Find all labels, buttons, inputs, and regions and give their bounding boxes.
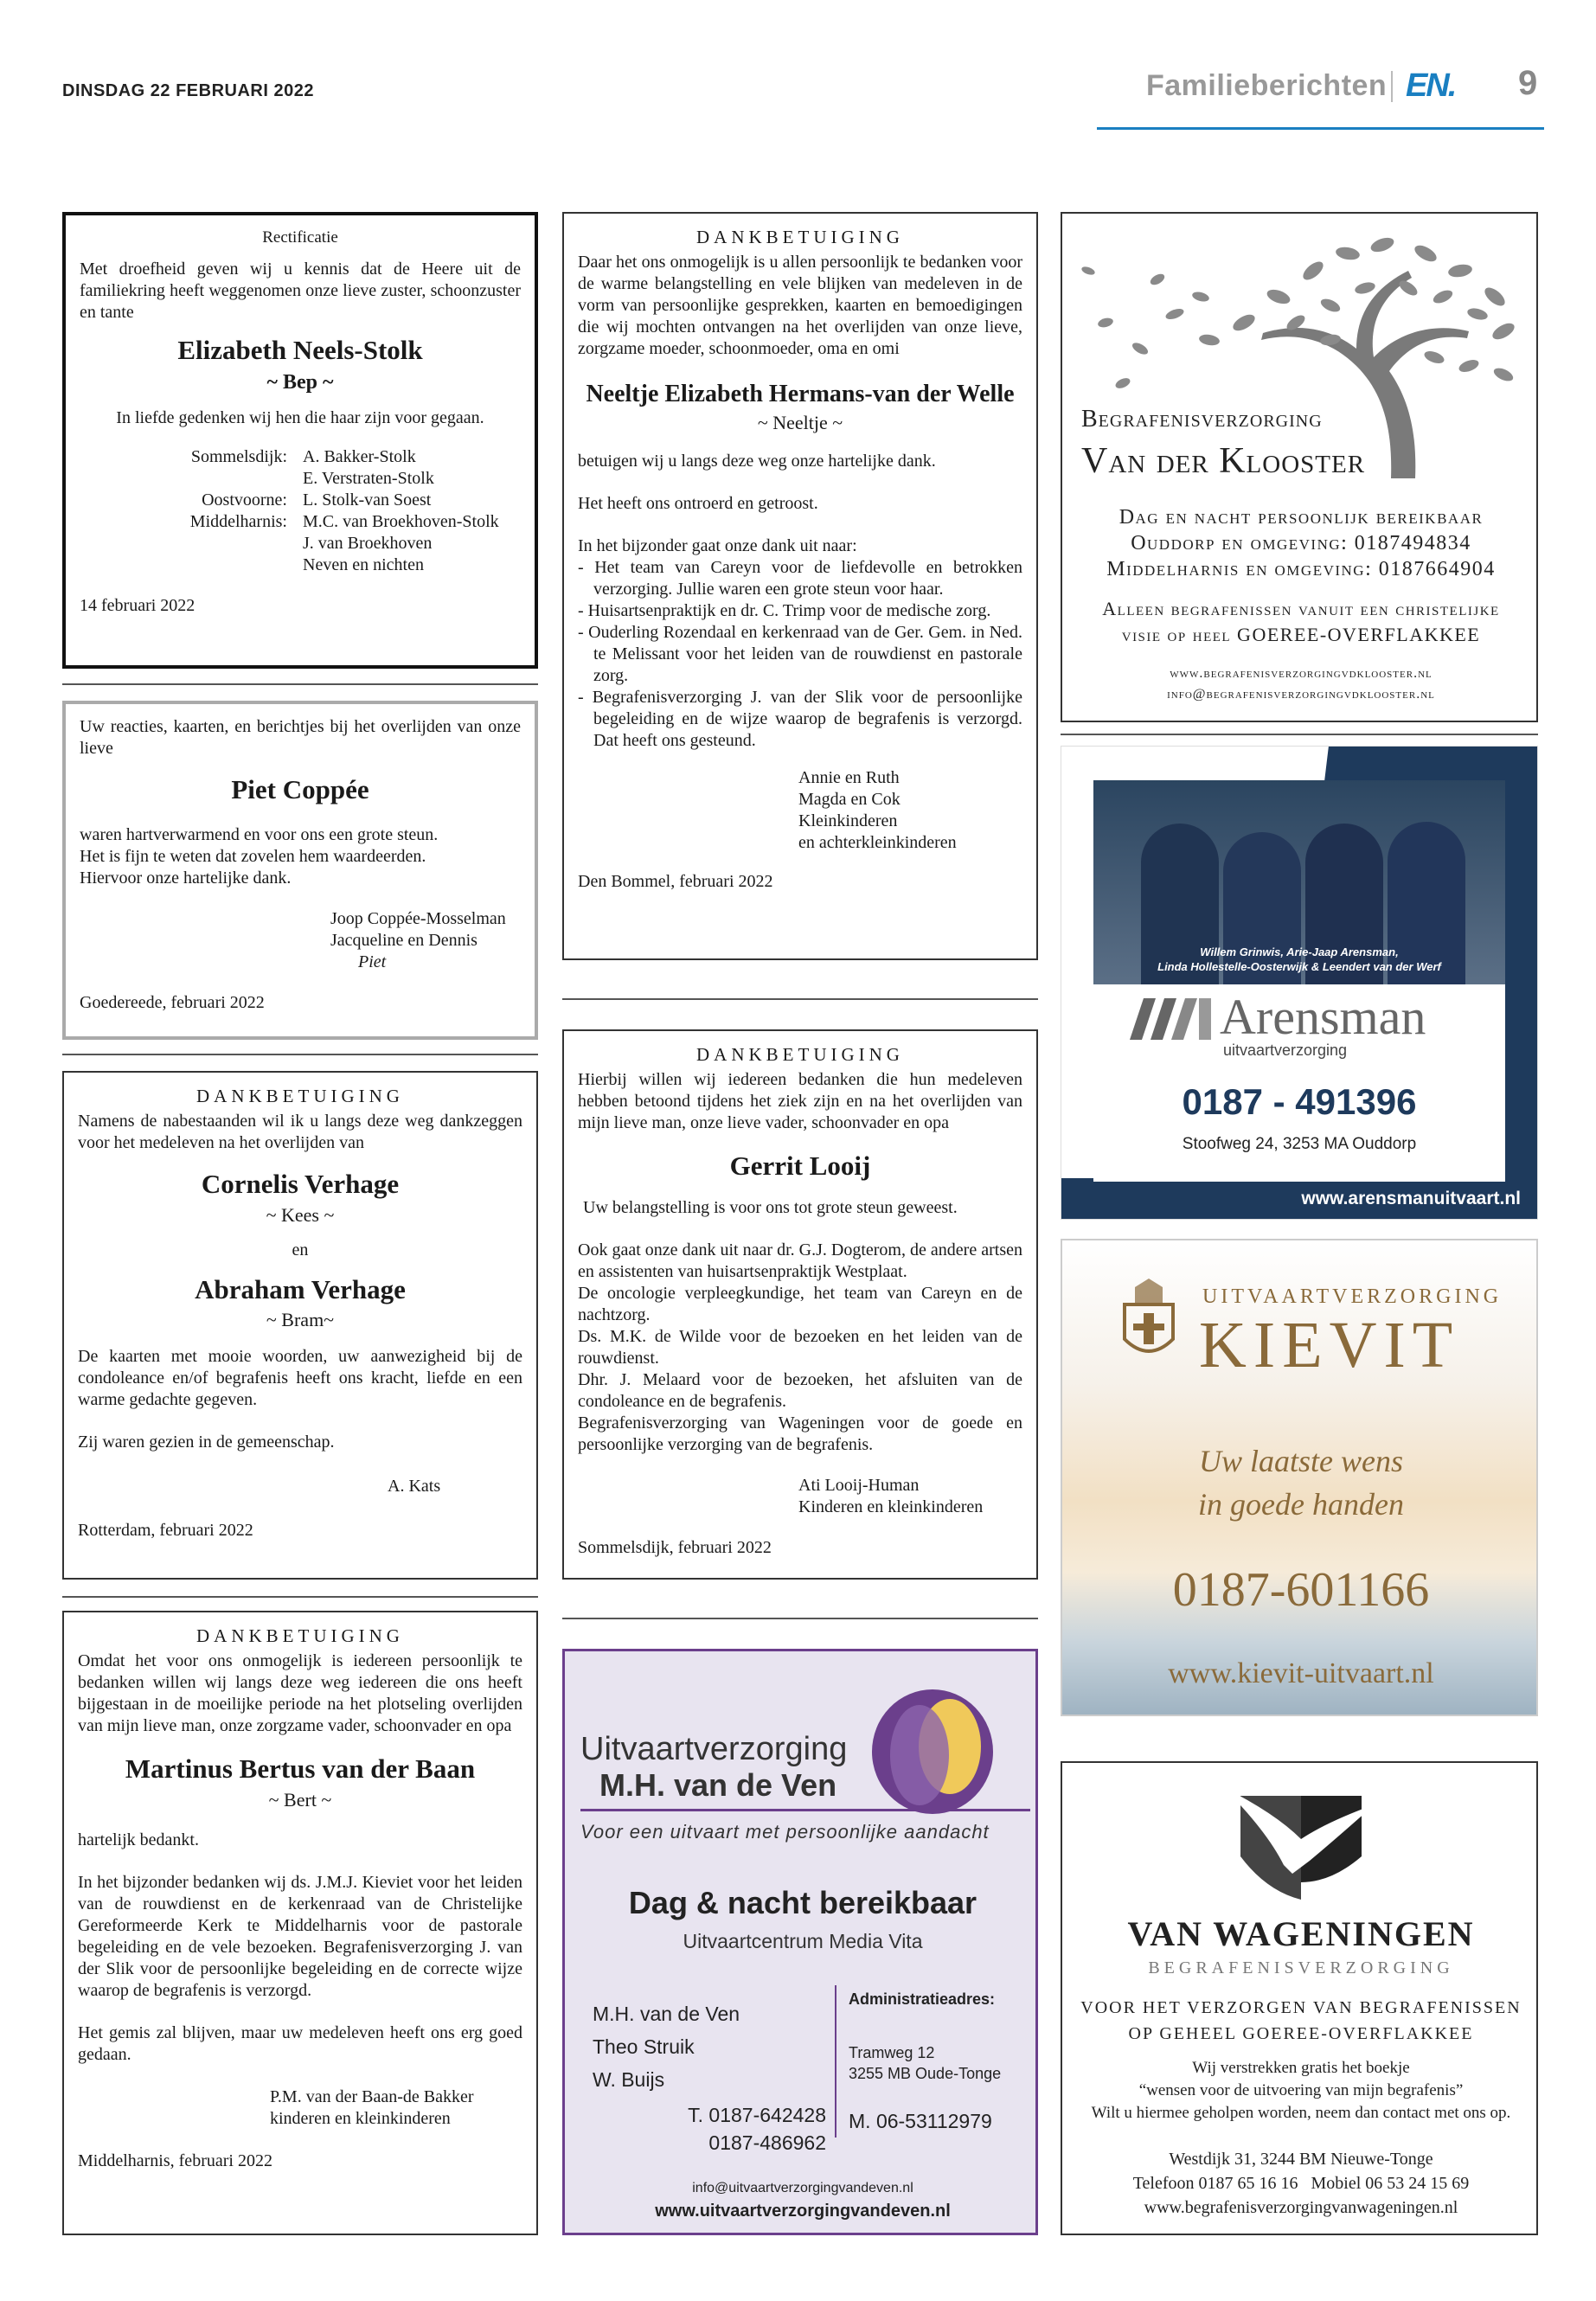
list-item: - Ouderling Rozendaal en kerkenraad van de Ger. Gem. in Ned. te Melissant voor het leiden van de rouwdienst en pastorale zorg. bbox=[578, 622, 1022, 685]
deceased-nickname: ~ Bram~ bbox=[266, 1309, 335, 1331]
crest-icon bbox=[1118, 1279, 1180, 1365]
ad-body: Het heeft ons ontroerd en getroost. bbox=[578, 493, 818, 513]
ad-footer: Den Bommel, februari 2022 bbox=[578, 871, 773, 891]
deceased-nickname: ~ Neeltje ~ bbox=[757, 412, 843, 434]
ad-looij bbox=[562, 1029, 1038, 1580]
ad-footer: Goedereede, februari 2022 bbox=[80, 992, 265, 1012]
signer: kinderen en kleinkinderen bbox=[270, 2108, 451, 2128]
slogan: in goede handen bbox=[1198, 1487, 1404, 1522]
website: www.begrafenisverzorgingvanwageningen.nl bbox=[1144, 2198, 1458, 2217]
ad-date: 14 februari 2022 bbox=[80, 595, 195, 615]
list-item: - Huisartsenpraktijk en dr. C. Trimp voor de medische zorg. bbox=[578, 600, 991, 620]
ad-intro: Uw reacties, kaarten, en berichtjes bij het overlijden van onze lieve bbox=[80, 717, 521, 758]
brand-title: Begrafenisverzorging bbox=[1081, 406, 1323, 433]
signer-place: Oostvoorne: bbox=[202, 490, 287, 510]
ad-body: De oncologie verpleegkundige, het team van Careyn en de nachtzorg. bbox=[578, 1284, 1022, 1324]
divider bbox=[62, 1596, 538, 1598]
signer-name: M.C. van Broekhoven-Stolk bbox=[303, 511, 499, 531]
deceased-nickname: ~ Bep ~ bbox=[266, 370, 334, 394]
deceased-name: Cornelis Verhage bbox=[201, 1169, 400, 1200]
page-number: 9 bbox=[1518, 64, 1538, 102]
ad-footer: Middelharnis, februari 2022 bbox=[78, 2150, 272, 2170]
deceased-nickname: ~ Bert ~ bbox=[268, 1789, 332, 1811]
phone: 0187 - 491396 bbox=[1182, 1081, 1417, 1122]
body-line: waren hartverwarmend en voor ons een grote steun. bbox=[80, 824, 439, 844]
team-photo bbox=[1093, 780, 1505, 984]
header-divider bbox=[1391, 71, 1393, 102]
slogan: Voor een uitvaart met persoonlijke aandacht bbox=[580, 1821, 990, 1843]
signer-name: L. Stolk-van Soest bbox=[303, 490, 432, 510]
tree-icon bbox=[1071, 219, 1529, 478]
deceased-name: Gerrit Looij bbox=[729, 1150, 871, 1182]
divider bbox=[562, 998, 1038, 1000]
ad-body: In het bijzonder gaat onze dank uit naar: bbox=[578, 535, 857, 555]
ad-intro: Met droefheid geven wij u kennis dat de Heere uit de familiekring heeft weggenomen onze lieve zuster, schoonzuster en tante bbox=[80, 259, 521, 322]
section-title: Familieberichten bbox=[1146, 69, 1388, 102]
arensman-logo-icon bbox=[1130, 998, 1213, 1040]
signer-name: E. Verstraten-Stolk bbox=[303, 468, 434, 488]
phone: 0187-601166 bbox=[1172, 1563, 1430, 1617]
brand-name: VAN WAGENINGEN bbox=[1127, 1914, 1475, 1953]
email: info@begrafenisverzorgingvdklooster.nl bbox=[1167, 687, 1435, 702]
signer: Annie en Ruth bbox=[798, 767, 900, 787]
ad-hermans bbox=[562, 212, 1038, 960]
ad-thanks: hartelijk bedankt. bbox=[78, 1830, 199, 1849]
subheadline: Uitvaartcentrum Media Vita bbox=[683, 1930, 923, 1952]
person-name: M.H. van de Ven bbox=[593, 2003, 740, 2025]
signer: en achterkleinkinderen bbox=[798, 832, 957, 852]
ad-intro: Omdat het voor ons onmogelijk is iedereen persoonlijk te bedanken willen wij langs deze weg iedereen die ons heeft bijgestaan in de moeilijke periode na het plotseling overlijden van mijn lieve man, onze zorgzame vader, schoonvader en opa bbox=[78, 1651, 522, 1736]
ad-body: Ook gaat onze dank uit naar dr. G.J. Dogterom, de andere artsen en assistenten van huisartsenpraktijk Westplaat. bbox=[578, 1240, 1022, 1281]
deceased-name: Martinus Bertus van der Baan bbox=[125, 1753, 476, 1785]
ad-van-wageningen bbox=[1061, 1761, 1538, 2235]
brand-sub: uitvaartverzorging bbox=[1223, 1042, 1348, 1059]
website: www.uitvaartverzorgingvandeven.nl bbox=[655, 2202, 951, 2221]
photo-caption: Linda Hollestelle-Oosterwijk & Leendert van der Werf bbox=[1157, 960, 1441, 973]
signer-place: Sommelsdijk: bbox=[190, 446, 287, 466]
deceased-nickname: ~ Kees ~ bbox=[266, 1204, 335, 1226]
ad-body: betuigen wij u langs deze weg onze hartelijke dank. bbox=[578, 451, 936, 471]
ad-body: Dhr. J. Melaard voor de bezoeken, het afsluiten van de condoleance en de begrafenis. bbox=[578, 1370, 1022, 1411]
slogan: Uw laatste wens bbox=[1198, 1444, 1403, 1478]
info-line: “wensen voor de uitvoering van mijn begrafenis” bbox=[1138, 2081, 1464, 2099]
ad-van-der-klooster bbox=[1061, 212, 1538, 722]
info-line: visie op heel GOEREE-OVERFLAKKEE bbox=[1121, 624, 1481, 645]
signer-place: Middelharnis: bbox=[189, 511, 287, 531]
signer: Joop Coppée-Mosselman bbox=[330, 908, 506, 928]
brand-name: Van der Klooster bbox=[1081, 441, 1366, 481]
signers-table bbox=[140, 446, 521, 576]
ad-body: De kaarten met mooie woorden, uw aanwezigheid bij de condoleance en/of begrafenis heeft ons kracht, liefde en een warme gedachte gegeven. bbox=[78, 1346, 522, 1409]
info-line: Dag en nacht persoonlijk bereikbaar bbox=[1118, 506, 1484, 529]
address-line: 3255 MB Oude-Tonge bbox=[849, 2065, 1002, 2082]
info-line: VOOR HET VERZORGEN VAN BEGRAFENISSEN bbox=[1080, 1998, 1522, 2017]
signer: P.M. van der Baan-de Bakker bbox=[270, 2086, 474, 2106]
brand-label: UITVAARTVERZORGING bbox=[1202, 1285, 1503, 1308]
ad-body: In het bijzonder bedanken wij ds. J.M.J. Kieviet voor het leiden van de rouwdienst en de kerkenraad van de Christelijke Gereformeerde Kerk te Middelharnis voor de pastorale begeleiding en de vele bezoeken. Begrafenisverzorging J. van der Slik voor de persoonlijke begeleiding en de correcte wijze waarop de begrafenis is verzorgd. bbox=[78, 1872, 522, 2000]
address: Westdijk 31, 3244 BM Nieuwe-Tonge bbox=[1169, 2150, 1433, 2169]
brand-rule bbox=[580, 1809, 1030, 1811]
signer: Ati Looij-Human bbox=[798, 1476, 920, 1495]
ad-verhage bbox=[62, 1071, 538, 1580]
ad-heading: DANKBETUIGING bbox=[696, 1044, 904, 1065]
info-line: Middelharnis en omgeving: 0187664904 bbox=[1106, 558, 1496, 580]
ad-intro: Namens de nabestaanden wil ik u langs deze weg dankzeggen voor het medeleven na het overlijden van bbox=[78, 1112, 522, 1153]
brand-title: Uitvaartverzorging bbox=[580, 1731, 848, 1767]
divider bbox=[562, 1618, 1038, 1619]
website: www.begrafenisverzorgingvdklooster.nl bbox=[1170, 666, 1433, 681]
signer: Jacqueline en Dennis bbox=[330, 930, 478, 950]
ad-van-der-baan bbox=[62, 1611, 538, 2235]
address-line: Tramweg 12 bbox=[849, 2044, 935, 2061]
brand-name: KIEVIT bbox=[1199, 1309, 1460, 1381]
ad-memory: In liefde gedenken wij hen die haar zijn voor gegaan. bbox=[116, 407, 484, 427]
deceased-name: Piet Coppée bbox=[231, 774, 369, 804]
info-line: OP GEHEEL GOEREE-OVERFLAKKEE bbox=[1128, 2024, 1474, 2043]
brand-sub: BEGRAFENISVERZORGING bbox=[1148, 1958, 1454, 1977]
phone: 0187-486962 bbox=[708, 2131, 826, 2154]
divider bbox=[62, 683, 538, 685]
ad-body: Begrafenisverzorging van Wageningen voor de goede en persoonlijke verzorging van de begrafenis. bbox=[578, 1413, 1022, 1454]
list-item: - Begrafenisverzorging J. van der Slik voor de persoonlijke begeleiding en de wijze waarop de begrafenis is verzorgd. Dat heeft ons gesteund. bbox=[578, 687, 1022, 750]
deceased-name: Neeltje Elizabeth Hermans-van der Welle bbox=[586, 381, 1015, 408]
ad-van-de-ven bbox=[562, 1649, 1038, 2235]
signer: Piet bbox=[358, 952, 387, 971]
website: www.arensmanuitvaart.nl bbox=[1301, 1189, 1521, 1208]
website: www.kievit-uitvaart.nl bbox=[1168, 1657, 1434, 1689]
newspaper-logo: EN. bbox=[1406, 67, 1456, 104]
deceased-name: Abraham Verhage bbox=[195, 1273, 406, 1304]
signer: Kinderen en kleinkinderen bbox=[798, 1497, 984, 1516]
brand-name: M.H. van de Ven bbox=[599, 1767, 837, 1803]
info-line: Wij verstrekken gratis het boekje bbox=[1192, 2059, 1410, 2077]
ad-arensman bbox=[1061, 746, 1538, 1220]
ad-kievit bbox=[1061, 1239, 1538, 1716]
ad-body: Ds. M.K. de Wilde voor de bezoeken en het leiden van de rouwdienst. bbox=[578, 1327, 1022, 1368]
conjunction: en bbox=[292, 1240, 309, 1259]
divider bbox=[1061, 734, 1538, 735]
email: info@uitvaartverzorgingvandeven.nl bbox=[692, 2181, 913, 2195]
body-line: Het is fijn te weten dat zovelen hem waardeerden. bbox=[80, 846, 426, 866]
ad-neels-stolk bbox=[62, 212, 538, 669]
info-line: Ouddorp en omgeving: 0187494834 bbox=[1131, 532, 1471, 554]
ad-heading: DANKBETUIGING bbox=[196, 1086, 404, 1106]
ad-footer: Rotterdam, februari 2022 bbox=[78, 1520, 253, 1540]
dove-icon bbox=[1223, 1779, 1379, 1908]
body-line: Hiervoor onze hartelijke dank. bbox=[80, 868, 292, 888]
signer: Magda en Cok bbox=[798, 789, 901, 809]
signer-place bbox=[140, 468, 287, 490]
phones: Telefoon 0187 65 16 16 Mobiel 06 53 24 15 69 bbox=[1132, 2174, 1470, 2193]
admin-label: Administratieadres: bbox=[849, 1990, 996, 2008]
list-item: - Het team van Careyn voor de liefdevolle en betrokken verzorging. Jullie waren een grote steun voor haar. bbox=[578, 557, 1022, 599]
ad-body: Het gemis zal blijven, maar uw medeleven heeft ons erg goed gedaan. bbox=[78, 2022, 522, 2064]
photo-caption: Willem Grinwis, Arie-Jaap Arensman, bbox=[1200, 945, 1399, 958]
info-line: Alleen begrafenissen vanuit een christelijke bbox=[1102, 598, 1500, 619]
ad-heading: DANKBETUIGING bbox=[196, 1625, 404, 1646]
ad-body: Uw belangstelling is voor ons tot grote steun geweest. bbox=[583, 1198, 958, 1217]
ad-heading: DANKBETUIGING bbox=[696, 227, 904, 247]
address: Stoofweg 24, 3253 MA Ouddorp bbox=[1182, 1135, 1417, 1153]
ad-intro: Daar het ons onmogelijk is u allen persoonlijk te bedanken voor de warme belangstelling en vele blijken van medeleven in de vorm van persoonlijke gesprekken, kaarten en bemoedigingen die wij mochten ontvangen na het overlijden van onze lieve, zorgzame moeder, schoonmoeder, oma en omi bbox=[578, 253, 1022, 359]
ad-footer: Sommelsdijk, februari 2022 bbox=[578, 1538, 772, 1557]
circle-logo-icon bbox=[868, 1686, 997, 1817]
brand-name: Arensman bbox=[1220, 989, 1426, 1045]
signer-name: J. van Broekhoven bbox=[303, 533, 433, 553]
signer-name: A. Bakker-Stolk bbox=[303, 446, 416, 466]
signer-place bbox=[140, 533, 287, 554]
deceased-name: Elizabeth Neels-Stolk bbox=[177, 334, 423, 365]
ad-label: Rectificatie bbox=[262, 228, 338, 247]
signer-name: Neven en nichten bbox=[303, 554, 424, 574]
mobile: M. 06-53112979 bbox=[849, 2110, 992, 2132]
signer: Kleinkinderen bbox=[798, 811, 898, 830]
divider bbox=[62, 1054, 538, 1055]
signer-place bbox=[140, 554, 287, 576]
person-name: Theo Struik bbox=[593, 2035, 695, 2058]
header-rule bbox=[1097, 127, 1544, 130]
ad-body: Zij waren gezien in de gemeenschap. bbox=[78, 1432, 335, 1452]
page-date: DINSDAG 22 FEBRUARI 2022 bbox=[62, 81, 314, 100]
ad-intro: Hierbij willen wij iedereen bedanken die hun medeleven hebben betoond tijdens het ziek zijn en na het overlijden van mijn lieve man, onze lieve vader, schoonvader en opa bbox=[578, 1070, 1022, 1133]
ad-coppee bbox=[62, 701, 538, 1040]
headline: Dag & nacht bereikbaar bbox=[628, 1885, 977, 1920]
info-line: Wilt u hiermee geholpen worden, neem dan contact met ons op. bbox=[1091, 2104, 1511, 2122]
person-name: W. Buijs bbox=[593, 2068, 665, 2091]
phone: T. 0187-642428 bbox=[688, 2104, 826, 2126]
column-divider bbox=[835, 1985, 836, 2138]
signer: A. Kats bbox=[388, 1476, 441, 1496]
